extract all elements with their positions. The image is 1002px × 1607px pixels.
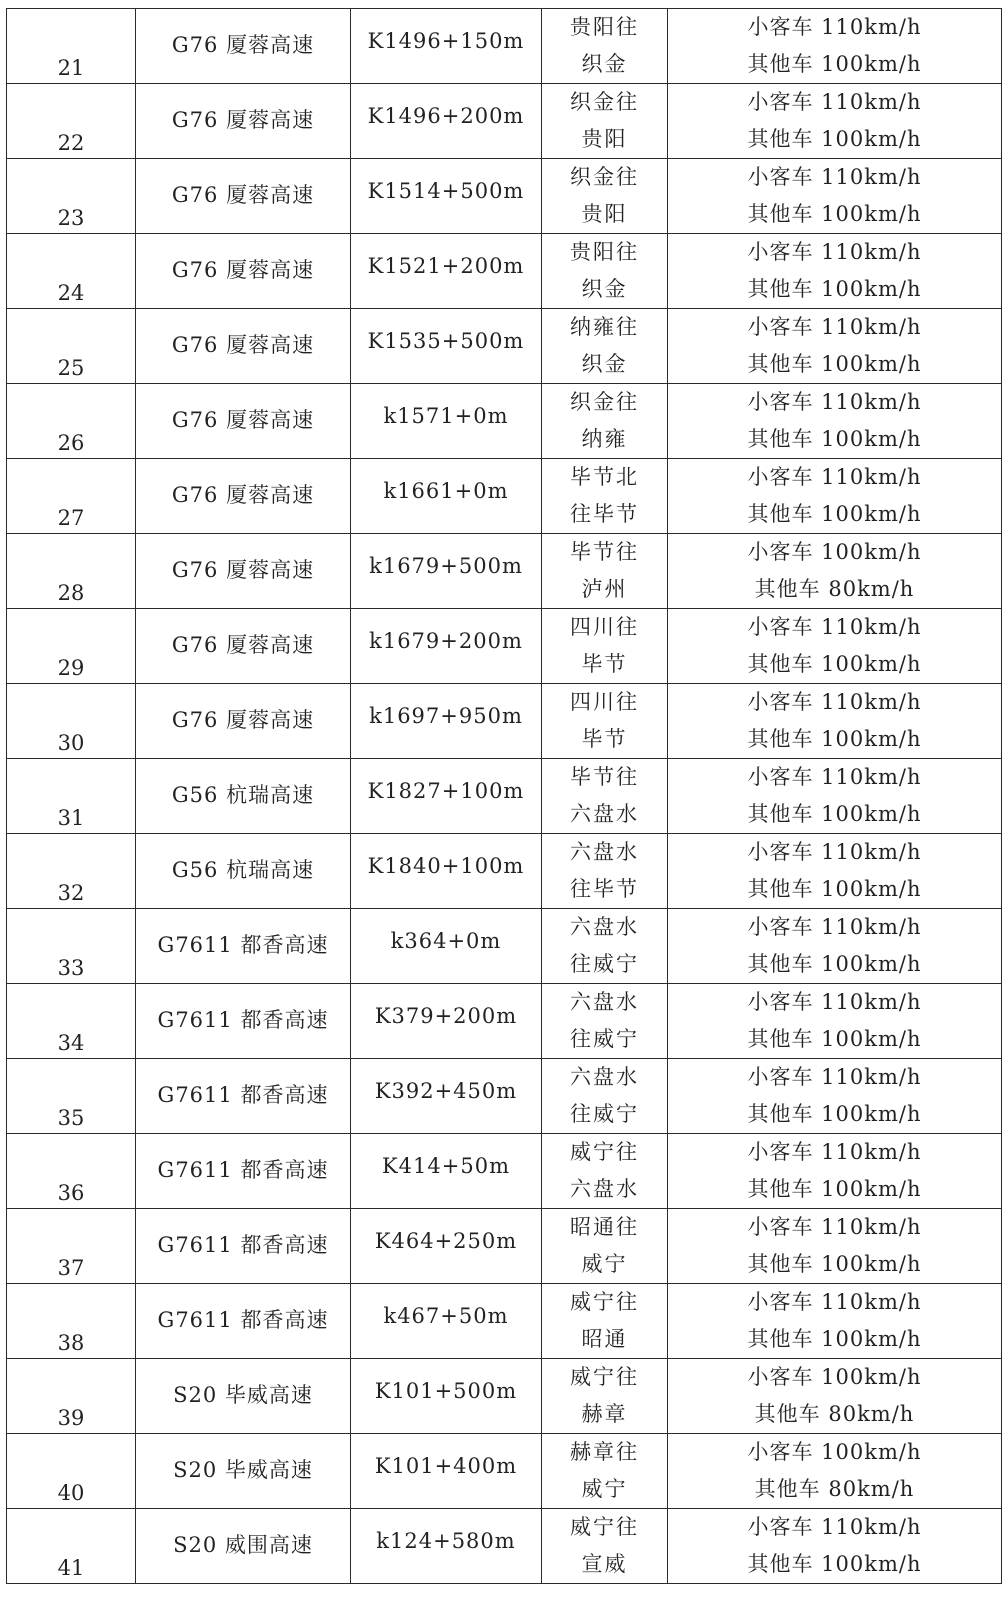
table-row	[7, 534, 1002, 609]
speed-limit-cell	[668, 1284, 1002, 1359]
stake-number-cell	[351, 9, 542, 84]
direction-cell	[542, 1359, 668, 1434]
direction-line-2: 往毕节	[570, 877, 639, 901]
stake-number-cell	[351, 1284, 542, 1359]
direction-line-1: 毕节往	[570, 765, 639, 789]
row-number: 40	[57, 1481, 85, 1505]
direction-line-1: 织金往	[570, 90, 639, 114]
limit-small-car: 小客车 110km/h	[747, 465, 922, 489]
direction-line-1: 纳雍往	[570, 315, 639, 339]
row-number: 39	[57, 1406, 85, 1430]
speed-limit-cell	[668, 534, 1002, 609]
direction-line-1: 昭通往	[570, 1215, 639, 1239]
road-name-cell	[136, 534, 351, 609]
row-number-cell	[7, 9, 136, 84]
direction-cell	[542, 609, 668, 684]
limit-other-vehicles: 其他车 100km/h	[747, 277, 922, 301]
limit-other-vehicles: 其他车 100km/h	[747, 652, 922, 676]
stake-number: K1521+200m	[367, 254, 525, 278]
table-row	[7, 384, 1002, 459]
direction-line-2: 贵阳	[581, 127, 628, 151]
road-name: S20 毕威高速	[173, 1383, 313, 1407]
limit-other-vehicles: 其他车 100km/h	[747, 1252, 922, 1276]
speed-limit-cell	[668, 909, 1002, 984]
direction-cell	[542, 1509, 668, 1584]
direction-line-2: 贵阳	[581, 202, 628, 226]
stake-number-cell	[351, 834, 542, 909]
direction-line-2: 毕节	[581, 652, 628, 676]
direction-cell	[542, 309, 668, 384]
stake-number: K101+500m	[374, 1379, 518, 1403]
stake-number: K1827+100m	[367, 779, 525, 803]
road-name-cell	[136, 384, 351, 459]
stake-number-cell	[351, 1059, 542, 1134]
row-number: 34	[57, 1031, 85, 1055]
speed-limit-cell	[668, 309, 1002, 384]
stake-number-cell	[351, 384, 542, 459]
limit-other-vehicles: 其他车 100km/h	[747, 1027, 922, 1051]
speed-limit-cell	[668, 1134, 1002, 1209]
direction-cell	[542, 1209, 668, 1284]
direction-cell	[542, 834, 668, 909]
direction-line-2: 威宁	[581, 1252, 628, 1276]
limit-small-car: 小客车 110km/h	[747, 1515, 922, 1539]
row-number-cell	[7, 609, 136, 684]
direction-line-2: 宣威	[581, 1552, 628, 1576]
road-name-cell	[136, 1284, 351, 1359]
speed-limit-cell	[668, 159, 1002, 234]
direction-line-2: 织金	[581, 277, 628, 301]
speed-limit-cell	[668, 834, 1002, 909]
row-number-cell	[7, 759, 136, 834]
road-name-cell	[136, 234, 351, 309]
speed-limit-cell	[668, 609, 1002, 684]
speed-limit-cell	[668, 1434, 1002, 1509]
limit-other-vehicles: 其他车 100km/h	[747, 727, 922, 751]
road-name-cell	[136, 1134, 351, 1209]
road-name: G56 杭瑞高速	[171, 783, 315, 807]
limit-small-car: 小客车 110km/h	[747, 390, 922, 414]
limit-small-car: 小客车 110km/h	[747, 315, 922, 339]
stake-number: K1496+150m	[367, 29, 525, 53]
road-name-cell	[136, 309, 351, 384]
direction-line-1: 威宁往	[570, 1290, 639, 1314]
limit-other-vehicles: 其他车 100km/h	[747, 127, 922, 151]
row-number-cell	[7, 1209, 136, 1284]
stake-number: K1514+500m	[367, 179, 525, 203]
table-row	[7, 234, 1002, 309]
table-row	[7, 834, 1002, 909]
row-number-cell	[7, 534, 136, 609]
limit-small-car: 小客车 110km/h	[747, 990, 922, 1014]
row-number-cell	[7, 909, 136, 984]
stake-number: k1697+950m	[369, 704, 523, 728]
row-number: 37	[57, 1256, 85, 1280]
direction-line-1: 贵阳往	[570, 15, 639, 39]
row-number: 33	[57, 956, 85, 980]
direction-line-2: 织金	[581, 52, 628, 76]
direction-cell	[542, 9, 668, 84]
direction-cell	[542, 1134, 668, 1209]
direction-cell	[542, 1284, 668, 1359]
speed-limit-cell	[668, 9, 1002, 84]
stake-number-cell	[351, 759, 542, 834]
road-name-cell	[136, 1509, 351, 1584]
limit-small-car: 小客车 110km/h	[747, 90, 922, 114]
row-number: 22	[57, 131, 85, 155]
stake-number-cell	[351, 234, 542, 309]
limit-small-car: 小客车 100km/h	[747, 1440, 922, 1464]
table-row	[7, 684, 1002, 759]
stake-number: k1571+0m	[383, 404, 509, 428]
road-name: G76 厦蓉高速	[171, 108, 315, 132]
row-number: 24	[57, 281, 85, 305]
stake-number-cell	[351, 1434, 542, 1509]
row-number-cell	[7, 159, 136, 234]
row-number-cell	[7, 384, 136, 459]
limit-small-car: 小客车 110km/h	[747, 1215, 922, 1239]
direction-line-1: 六盘水	[570, 915, 639, 939]
direction-cell	[542, 1059, 668, 1134]
table-row	[7, 984, 1002, 1059]
road-name: G7611 都香高速	[157, 1308, 329, 1332]
direction-cell	[542, 1434, 668, 1509]
row-number: 35	[57, 1106, 85, 1130]
row-number: 21	[57, 56, 85, 80]
road-name: G76 厦蓉高速	[171, 483, 315, 507]
limit-small-car: 小客车 110km/h	[747, 240, 922, 264]
road-name: G56 杭瑞高速	[171, 858, 315, 882]
direction-line-2: 威宁	[581, 1477, 628, 1501]
road-name-cell	[136, 159, 351, 234]
road-name-cell	[136, 1434, 351, 1509]
speed-limit-cell	[668, 1209, 1002, 1284]
direction-line-2: 泸州	[581, 577, 628, 601]
road-name: S20 毕威高速	[173, 1458, 313, 1482]
row-number: 36	[57, 1181, 85, 1205]
road-name: S20 威围高速	[173, 1533, 313, 1557]
direction-line-2: 往威宁	[570, 1102, 639, 1126]
limit-other-vehicles: 其他车 100km/h	[747, 352, 922, 376]
road-name: G76 厦蓉高速	[171, 408, 315, 432]
table-row	[7, 1284, 1002, 1359]
road-name-cell	[136, 759, 351, 834]
stake-number-cell	[351, 1359, 542, 1434]
table-row	[7, 1359, 1002, 1434]
limit-small-car: 小客车 110km/h	[747, 690, 922, 714]
road-name-cell	[136, 1209, 351, 1284]
road-name: G7611 都香高速	[157, 1008, 329, 1032]
limit-other-vehicles: 其他车 100km/h	[747, 802, 922, 826]
speed-limit-cell	[668, 984, 1002, 1059]
limit-other-vehicles: 其他车 100km/h	[747, 877, 922, 901]
stake-number-cell	[351, 309, 542, 384]
road-name: G7611 都香高速	[157, 1158, 329, 1182]
row-number-cell	[7, 234, 136, 309]
limit-other-vehicles: 其他车 80km/h	[754, 577, 915, 601]
row-number-cell	[7, 1059, 136, 1134]
row-number-cell	[7, 84, 136, 159]
table-row	[7, 309, 1002, 384]
row-number-cell	[7, 834, 136, 909]
row-number-cell	[7, 1134, 136, 1209]
direction-line-1: 六盘水	[570, 1065, 639, 1089]
limit-other-vehicles: 其他车 100km/h	[747, 202, 922, 226]
direction-cell	[542, 84, 668, 159]
direction-cell	[542, 384, 668, 459]
limit-small-car: 小客车 100km/h	[747, 540, 922, 564]
limit-other-vehicles: 其他车 100km/h	[747, 1552, 922, 1576]
speed-limit-cell	[668, 384, 1002, 459]
road-name: G76 厦蓉高速	[171, 633, 315, 657]
stake-number-cell	[351, 909, 542, 984]
road-name-cell	[136, 609, 351, 684]
road-name-cell	[136, 684, 351, 759]
road-name-cell	[136, 84, 351, 159]
row-number-cell	[7, 684, 136, 759]
direction-line-1: 毕节往	[570, 540, 639, 564]
road-name: G7611 都香高速	[157, 933, 329, 957]
limit-other-vehicles: 其他车 100km/h	[747, 1327, 922, 1351]
stake-number-cell	[351, 159, 542, 234]
speed-limit-cell	[668, 1059, 1002, 1134]
stake-number-cell	[351, 684, 542, 759]
row-number-cell	[7, 1434, 136, 1509]
stake-number-cell	[351, 459, 542, 534]
table-row	[7, 84, 1002, 159]
limit-other-vehicles: 其他车 100km/h	[747, 502, 922, 526]
row-number: 32	[57, 881, 85, 905]
speed-limit-table	[6, 8, 1002, 1584]
road-name: G76 厦蓉高速	[171, 333, 315, 357]
direction-line-2: 往毕节	[570, 502, 639, 526]
row-number: 38	[57, 1331, 85, 1355]
stake-number-cell	[351, 534, 542, 609]
road-name-cell	[136, 459, 351, 534]
table-row	[7, 1134, 1002, 1209]
row-number: 27	[57, 506, 85, 530]
road-name-cell	[136, 984, 351, 1059]
direction-cell	[542, 909, 668, 984]
limit-small-car: 小客车 110km/h	[747, 1290, 922, 1314]
limit-small-car: 小客车 110km/h	[747, 840, 922, 864]
speed-limit-cell	[668, 759, 1002, 834]
stake-number: K101+400m	[374, 1454, 518, 1478]
stake-number: k124+580m	[376, 1529, 516, 1553]
stake-number: k1679+200m	[369, 629, 523, 653]
direction-line-1: 四川往	[570, 690, 639, 714]
limit-small-car: 小客车 110km/h	[747, 1065, 922, 1089]
stake-number-cell	[351, 1209, 542, 1284]
direction-line-2: 纳雍	[581, 427, 628, 451]
direction-cell	[542, 759, 668, 834]
row-number: 41	[57, 1556, 85, 1580]
stake-number: K392+450m	[374, 1079, 518, 1103]
speed-limit-cell	[668, 1509, 1002, 1584]
row-number: 25	[57, 356, 85, 380]
road-name: G76 厦蓉高速	[171, 708, 315, 732]
stake-number: k467+50m	[383, 1304, 509, 1328]
road-name: G76 厦蓉高速	[171, 558, 315, 582]
row-number-cell	[7, 459, 136, 534]
stake-number: K1535+500m	[367, 329, 525, 353]
road-name: G7611 都香高速	[157, 1233, 329, 1257]
table-row	[7, 909, 1002, 984]
stake-number: K1496+200m	[367, 104, 525, 128]
limit-other-vehicles: 其他车 80km/h	[754, 1477, 915, 1501]
road-name-cell	[136, 1359, 351, 1434]
limit-small-car: 小客车 100km/h	[747, 1365, 922, 1389]
direction-line-1: 六盘水	[570, 990, 639, 1014]
row-number: 30	[57, 731, 85, 755]
direction-line-2: 赫章	[581, 1402, 628, 1426]
limit-other-vehicles: 其他车 80km/h	[754, 1402, 915, 1426]
row-number-cell	[7, 1284, 136, 1359]
limit-other-vehicles: 其他车 100km/h	[747, 427, 922, 451]
row-number: 23	[57, 206, 85, 230]
limit-other-vehicles: 其他车 100km/h	[747, 1102, 922, 1126]
direction-line-1: 织金往	[570, 390, 639, 414]
speed-limit-cell	[668, 84, 1002, 159]
table-row	[7, 9, 1002, 84]
direction-line-1: 威宁往	[570, 1140, 639, 1164]
table-row	[7, 1059, 1002, 1134]
direction-line-1: 贵阳往	[570, 240, 639, 264]
table-row	[7, 459, 1002, 534]
speed-limit-cell	[668, 1359, 1002, 1434]
direction-line-1: 威宁往	[570, 1365, 639, 1389]
direction-cell	[542, 684, 668, 759]
stake-number-cell	[351, 84, 542, 159]
direction-line-2: 六盘水	[570, 802, 639, 826]
direction-cell	[542, 459, 668, 534]
table-body	[7, 9, 1002, 1584]
limit-small-car: 小客车 110km/h	[747, 15, 922, 39]
direction-line-1: 织金往	[570, 165, 639, 189]
direction-line-2: 往威宁	[570, 1027, 639, 1051]
direction-cell	[542, 159, 668, 234]
road-name-cell	[136, 1059, 351, 1134]
road-name-cell	[136, 9, 351, 84]
direction-cell	[542, 534, 668, 609]
limit-small-car: 小客车 110km/h	[747, 765, 922, 789]
limit-other-vehicles: 其他车 100km/h	[747, 1177, 922, 1201]
row-number: 31	[57, 806, 85, 830]
table-row	[7, 1209, 1002, 1284]
stake-number: K1840+100m	[367, 854, 525, 878]
direction-line-2: 昭通	[581, 1327, 628, 1351]
limit-small-car: 小客车 110km/h	[747, 165, 922, 189]
stake-number: K464+250m	[374, 1229, 518, 1253]
direction-line-1: 威宁往	[570, 1515, 639, 1539]
stake-number: k1661+0m	[383, 479, 509, 503]
table-row	[7, 159, 1002, 234]
road-name: G76 厦蓉高速	[171, 33, 315, 57]
direction-cell	[542, 984, 668, 1059]
row-number: 26	[57, 431, 85, 455]
row-number: 29	[57, 656, 85, 680]
limit-small-car: 小客车 110km/h	[747, 615, 922, 639]
stake-number-cell	[351, 609, 542, 684]
direction-line-2: 织金	[581, 352, 628, 376]
direction-line-2: 往威宁	[570, 952, 639, 976]
table-row	[7, 759, 1002, 834]
direction-cell	[542, 234, 668, 309]
direction-line-2: 六盘水	[570, 1177, 639, 1201]
table-row	[7, 1509, 1002, 1584]
direction-line-1: 六盘水	[570, 840, 639, 864]
direction-line-1: 四川往	[570, 615, 639, 639]
stake-number: k1679+500m	[369, 554, 523, 578]
speed-limit-cell	[668, 684, 1002, 759]
speed-limit-cell	[668, 459, 1002, 534]
road-name-cell	[136, 834, 351, 909]
table-row	[7, 1434, 1002, 1509]
stake-number: k364+0m	[390, 929, 502, 953]
road-name: G76 厦蓉高速	[171, 258, 315, 282]
row-number-cell	[7, 984, 136, 1059]
road-name: G7611 都香高速	[157, 1083, 329, 1107]
stake-number-cell	[351, 984, 542, 1059]
row-number: 28	[57, 581, 85, 605]
table-row	[7, 609, 1002, 684]
direction-line-1: 赫章往	[570, 1440, 639, 1464]
row-number-cell	[7, 1359, 136, 1434]
stake-number: K379+200m	[374, 1004, 518, 1028]
limit-other-vehicles: 其他车 100km/h	[747, 952, 922, 976]
stake-number: K414+50m	[381, 1154, 510, 1178]
row-number-cell	[7, 309, 136, 384]
limit-small-car: 小客车 110km/h	[747, 915, 922, 939]
road-name: G76 厦蓉高速	[171, 183, 315, 207]
road-name-cell	[136, 909, 351, 984]
stake-number-cell	[351, 1134, 542, 1209]
direction-line-1: 毕节北	[570, 465, 639, 489]
stake-number-cell	[351, 1509, 542, 1584]
row-number-cell	[7, 1509, 136, 1584]
direction-line-2: 毕节	[581, 727, 628, 751]
limit-other-vehicles: 其他车 100km/h	[747, 52, 922, 76]
limit-small-car: 小客车 110km/h	[747, 1140, 922, 1164]
speed-limit-cell	[668, 234, 1002, 309]
